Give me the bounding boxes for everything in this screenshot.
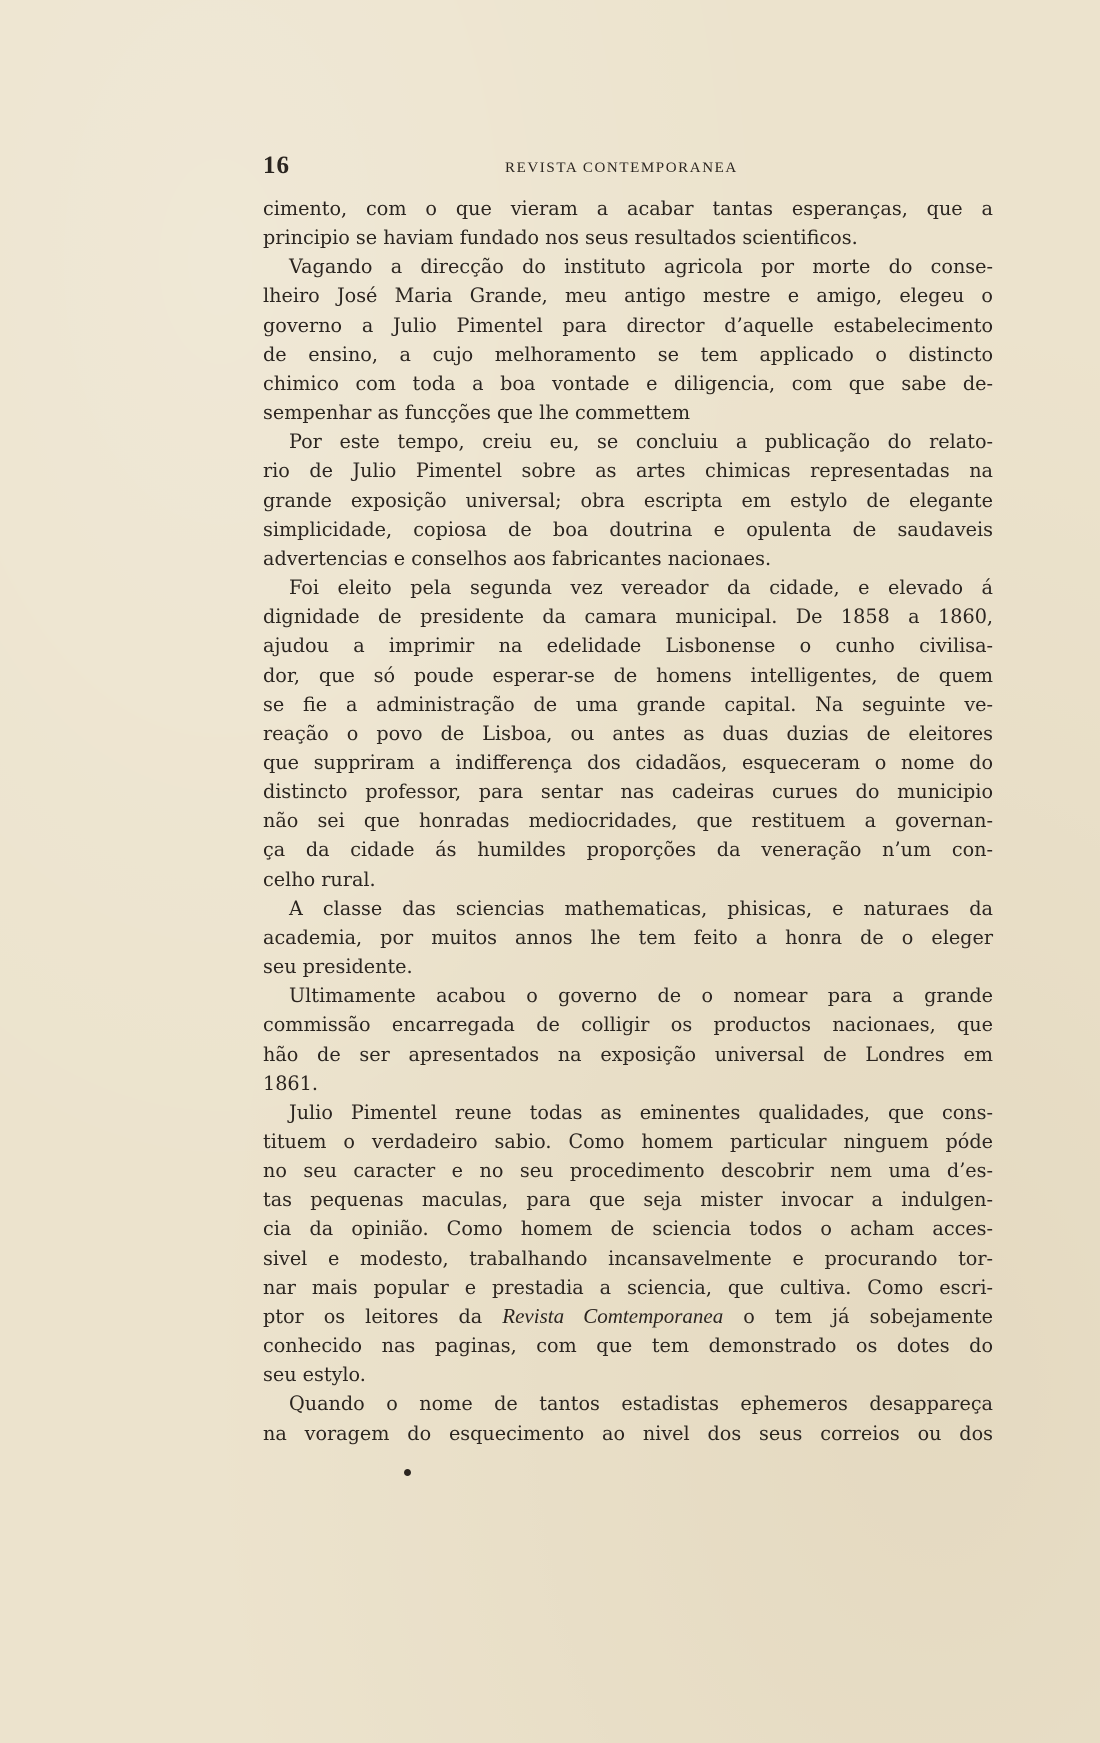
text-line: advertencias e conselhos aos fabricantes nacionaes. xyxy=(263,546,772,570)
text-line: lheiro José Maria Grande, meu antigo mestre e amigo, elegeu o xyxy=(263,284,993,308)
printer-mark xyxy=(404,1469,411,1476)
text-line: Vagando a direcção do instituto agricola por morte do conse- xyxy=(289,255,993,279)
text-line: Ultimamente acabou o governo de o nomear para a grande xyxy=(289,984,993,1008)
text-line: celho rural. xyxy=(263,867,376,891)
text-line: tituem o verdadeiro sabio. Como homem particular ninguem póde xyxy=(263,1130,993,1153)
text-segment: ptor os leitores da xyxy=(263,1304,483,1328)
text-line: que suppriram a indifferença dos cidadãos, esqueceram o nome do xyxy=(263,750,993,774)
text-line: Por este tempo, creiu eu, se concluiu a publicação do relato- xyxy=(289,430,993,454)
text-line: reação o povo de Lisboa, ou antes as duas duzias de eleitores xyxy=(263,721,993,745)
text-line: sivel e modesto, trabalhando incansavelmente e procurando tor- xyxy=(263,1246,993,1270)
text-line: A classe das sciencias mathematicas, phisicas, e naturaes da xyxy=(289,896,993,920)
text-line: seu presidente. xyxy=(263,955,413,979)
text-line: no seu caracter e no seu procedimento descobrir nem uma d’es- xyxy=(263,1159,993,1183)
text-line: dor, que só poude esperar-se de homens intelligentes, de quem xyxy=(263,663,993,687)
text-line: na voragem do esquecimento ao nivel dos seus correios ou dos xyxy=(263,1421,993,1445)
text-line: distincto professor, para sentar nas cadeiras curues do municipio xyxy=(263,780,993,804)
text-line: dignidade de presidente da camara municipal. De 1858 a 1860, xyxy=(263,605,993,629)
text-line: tas pequenas maculas, para que seja mister invocar a indulgen- xyxy=(263,1188,993,1212)
text-line: de ensino, a cujo melhoramento se tem applicado o distincto xyxy=(263,342,993,366)
text-line: sempenhar as funcções que lhe commettem xyxy=(263,401,691,425)
text-line: cia da opinião. Como homem de sciencia todos o acham acces- xyxy=(263,1217,993,1241)
body-text xyxy=(263,194,993,1448)
text-line: commissão encarregada de colligir os productos nacionaes, que xyxy=(263,1013,993,1037)
text-line: Foi eleito pela segunda vez vereador da cidade, e elevado á xyxy=(289,576,993,600)
text-line: academia, por muitos annos lhe tem feito a honra de o eleger xyxy=(263,925,993,949)
text-line: ça da cidade ás humildes proporções da veneração n’um con- xyxy=(263,838,993,862)
text-line: Julio Pimentel reune todas as eminentes qualidades, que cons- xyxy=(289,1100,993,1124)
text-line: seu estylo. xyxy=(263,1363,366,1387)
text-line: governo a Julio Pimentel para director d’aquelle estabelecimento xyxy=(263,313,993,337)
text-line: 1861. xyxy=(263,1071,318,1095)
page-header xyxy=(263,152,993,182)
text-line: simplicidade, copiosa de boa doutrina e opulenta de saudaveis xyxy=(263,517,993,541)
journal-title: Revista Comtemporanea xyxy=(502,1303,724,1328)
running-title: REVISTA CONTEMPORANEA xyxy=(505,160,738,176)
text-line: Quando o nome de tantos estadistas ephemeros desappareça xyxy=(289,1392,993,1416)
page-number: 16 xyxy=(263,152,290,179)
text-segment: o tem já sobejamente xyxy=(743,1304,993,1328)
text-line xyxy=(263,1302,993,1331)
text-line: hão de ser apresentados na exposição universal de Londres em xyxy=(263,1042,993,1066)
text-line: não sei que honradas mediocridades, que restituem a governan- xyxy=(263,809,993,833)
text-line: se fie a administração de uma grande capital. Na seguinte ve- xyxy=(263,692,993,716)
text-line: rio de Julio Pimentel sobre as artes chimicas representadas na xyxy=(263,459,993,483)
text-line: principio se haviam fundado nos seus resultados scientificos. xyxy=(263,226,858,250)
text-line: grande exposição universal; obra escripta em estylo de elegante xyxy=(263,488,993,512)
text-line: chimico com toda a boa vontade e diligencia, com que sabe de- xyxy=(263,371,993,395)
text-line: ajudou a imprimir na edelidade Lisbonense o cunho civilisa- xyxy=(263,634,993,658)
text-line: nar mais popular e prestadia a sciencia, que cultiva. Como escri- xyxy=(263,1275,993,1299)
text-line: cimento, com o que vieram a acabar tantas esperanças, que a xyxy=(263,197,993,220)
text-line: conhecido nas paginas, com que tem demonstrado os dotes do xyxy=(263,1334,993,1358)
